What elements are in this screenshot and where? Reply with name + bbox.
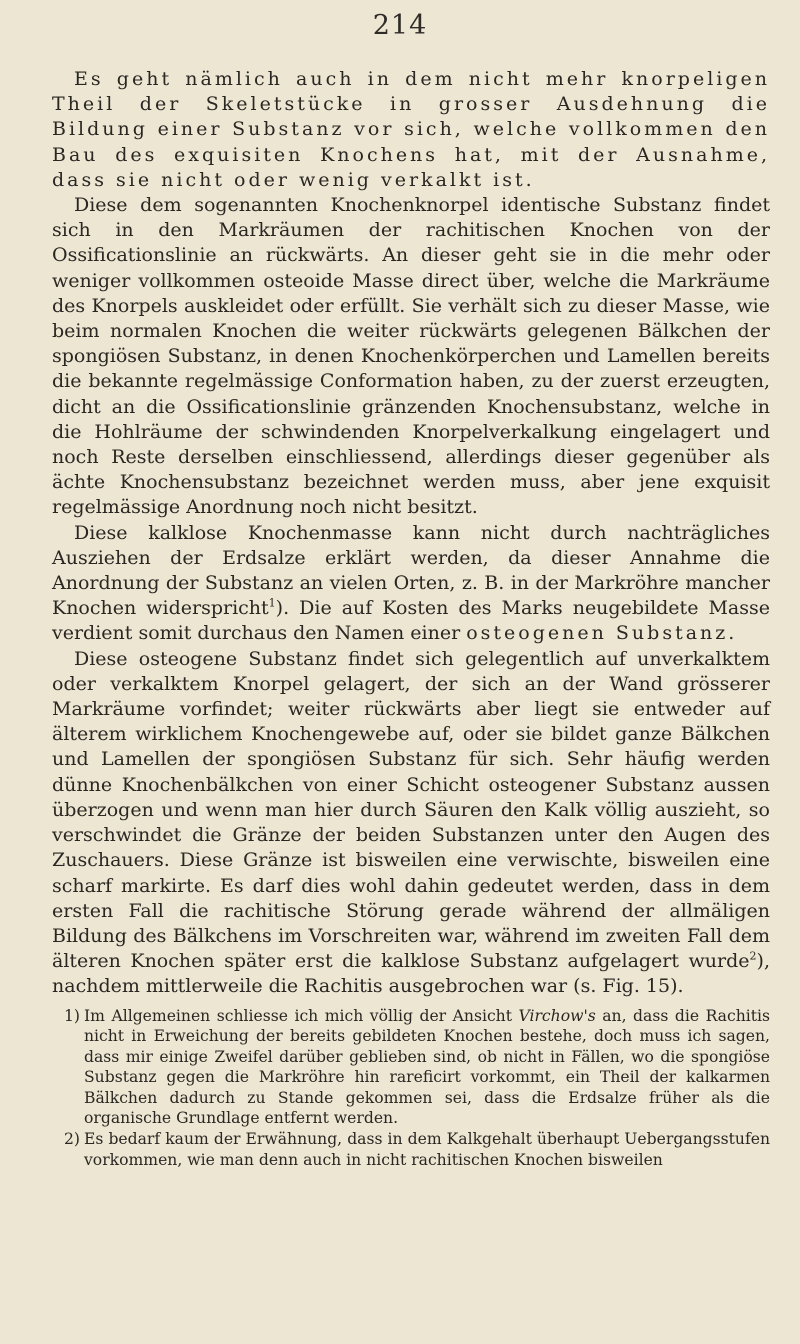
footnote-1-author: Virchow's bbox=[518, 1006, 596, 1025]
footnote-ref-2: 2 bbox=[749, 949, 757, 963]
footnote-1-mark: 1) bbox=[64, 1006, 81, 1025]
footnote-1 bbox=[52, 1006, 770, 1130]
page-content bbox=[52, 67, 770, 1170]
footnote-2 bbox=[52, 1129, 770, 1170]
footnote-1-text-cont: an, dass die Rachitis nicht in Erweichung der bereits gebildeten Knochen bestehe, doch muss ich sagen, dass mir einige Zweifel darüber geblieben sind, ob nicht in Fällen, wo die spongiöse Substanz gegen die Markröhre hin rareficirt vorkommt, ein Theil der kalkarmen Bälkchen dadurch zu Stande gekommen sei, dass die Erdsalze früher als die organische Grundlage entfernt werden. bbox=[84, 1006, 770, 1128]
paragraph-3 bbox=[52, 521, 770, 647]
paragraph-1: Es geht nämlich auch in dem nicht mehr knorpeligen Theil der Skeletstücke in grosser Ausdehnung die Bildung einer Substanz vor sich, welche vollkommen den Bau des exquisiten Knochens hat, mit der Ausnahme, dass sie nicht oder wenig verkalkt ist. bbox=[52, 68, 770, 191]
paragraph-3-text: Diese kalklose Knochenmasse kann nicht durch nachträgliches Ausziehen der Erdsalze erklärt werden, da dieser Annahme die Anordnung der Substanz an vielen Orten, z. B. in der Markröhre mancher Knochen widerspricht bbox=[52, 521, 770, 620]
paragraph-3-text-cont: ). Die auf Kosten des Marks neugebildete Masse verdient somit durchaus den Namen einer bbox=[52, 597, 770, 645]
page-number: 214 bbox=[372, 10, 428, 41]
footnote-ref-1: 1 bbox=[268, 596, 276, 610]
paragraph-4-text: Diese osteogene Substanz findet sich gelegentlich auf unverkalktem oder verkalktem Knorpel gelagert, der sich an der Wand grösserer Markräume vorfindet; weiter rückwärts aber liegt sie entweder auf älterem wirklichem Knochengewebe auf, oder sie bildet ganze Bälkchen und Lamellen der spongiösen Substanz für sich. Sehr häufig werden dünne Knochenbälkchen von einer Schicht osteogener Substanz aussen überzogen und wenn man hier durch Säuren den Kalk völlig auszieht, so verschwindet die Gränze der beiden Substanzen unter den Augen des Zuschauers. Diese Gränze ist bisweilen eine verwischte, bisweilen eine scharf markirte. Es darf dies wohl dahin gedeutet werden, dass in dem ersten Fall die rachitische Störung gerade während der allmäligen Bildung des Bälkchens im Vorschreiten war, während im zweiten Fall dem älteren Knochen später erst die kalklose Substanz aufgelagert wurde bbox=[52, 647, 770, 973]
footnote-2-text: Es bedarf kaum der Erwähnung, dass in dem Kalkgehalt überhaupt Uebergangsstufen vorkommen, wie man denn auch in nicht rachitischen Knochen bisweilen bbox=[84, 1130, 770, 1169]
emphasized-term: osteogenen Substanz bbox=[466, 622, 729, 645]
paragraph-2: Diese dem sogenannten Knochenknorpel identische Substanz findet sich in den Markräumen der rachitischen Knochen von der Ossificationslinie an rückwärts. An dieser geht sie in die mehr oder weniger vollkommen osteoide Masse direct über, welche die Markräume des Knorpels auskleidet oder erfüllt. Sie verhält sich zu dieser Masse, wie beim normalen Knochen die weiter rückwärts gelegenen Bälkchen der spongiösen Substanz, in denen Knochenkörperchen und Lamellen bereits die bekannte regelmässige Conformation haben, zu der zuerst erzeugten, dicht an die Ossificationslinie gränzenden Knochensubstanz, welche in die Hohlräume der schwindenden Knorpelverkalkung eingelagert und noch Reste derselben einschliessend, allerdings dieser gegenüber als ächte Knochensubstanz bezeichnet werden muss, aber jene exquisit regelmässige Anordnung noch nicht besitzt. bbox=[52, 194, 770, 519]
paragraph-3-end: . bbox=[728, 622, 735, 645]
paragraph-4 bbox=[52, 647, 770, 1000]
paragraph-4-text-cont: ), nachdem mittlerweile die Rachitis ausgebrochen war (s. Fig. 15). bbox=[52, 950, 770, 998]
footnote-2-mark: 2) bbox=[64, 1130, 81, 1149]
footnotes bbox=[52, 1006, 770, 1171]
footnote-1-text: Im Allgemeinen schliesse ich mich völlig der Ansicht bbox=[84, 1006, 519, 1025]
